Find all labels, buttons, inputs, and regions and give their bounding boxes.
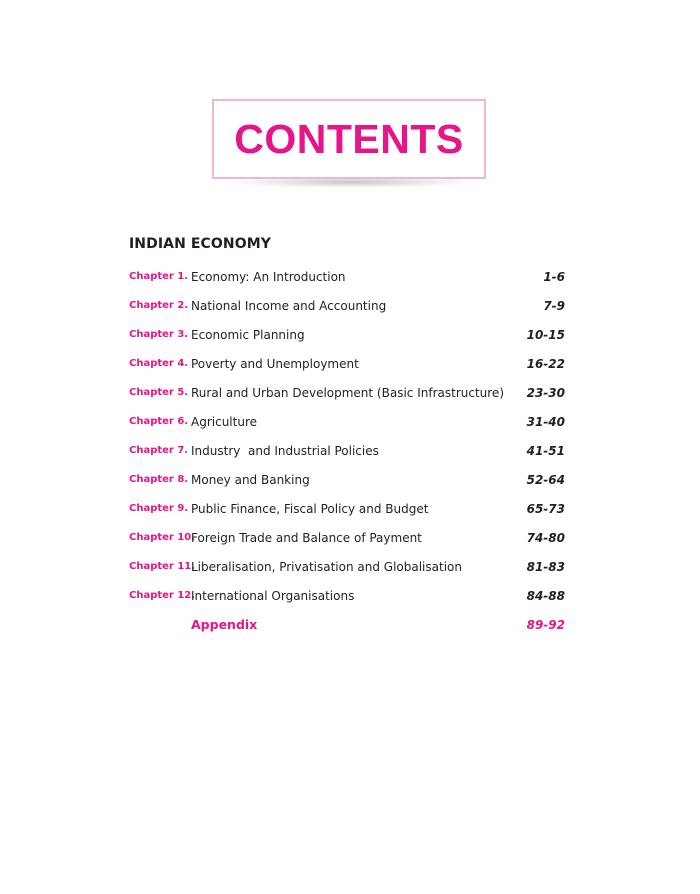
chapter-number: Chapter 5.: [129, 387, 189, 398]
chapter-number: Chapter 6.: [129, 416, 189, 427]
chapter-pages: 74-80: [526, 530, 565, 545]
toc-row-chapter-2[interactable]: [129, 291, 565, 320]
chapter-number: Chapter 1.: [129, 271, 189, 282]
toc-row-chapter-8[interactable]: [129, 465, 565, 494]
chapter-pages: 16-22: [526, 356, 565, 371]
chapter-number: Chapter 3.: [129, 329, 189, 340]
toc-row-chapter-7[interactable]: [129, 436, 565, 465]
contents-title-box: [212, 99, 486, 179]
toc-row-chapter-12[interactable]: [129, 581, 565, 610]
chapter-title: Foreign Trade and Balance of Payment: [191, 530, 422, 545]
appendix-title: Appendix: [191, 617, 258, 632]
appendix-pages: 89-92: [526, 617, 565, 632]
chapter-pages: 1-6: [543, 269, 565, 284]
chapter-title: Liberalisation, Privatisation and Globalisation: [191, 559, 462, 574]
section-heading: INDIAN ECONOMY: [129, 236, 272, 252]
chapter-pages: 23-30: [526, 385, 565, 400]
chapter-number: Chapter 4.: [129, 358, 189, 369]
chapter-pages: 7-9: [543, 298, 565, 313]
toc-row-chapter-4[interactable]: [129, 349, 565, 378]
toc-row-chapter-3[interactable]: [129, 320, 565, 349]
toc-row-chapter-1[interactable]: [129, 262, 565, 291]
toc-row-appendix[interactable]: [129, 610, 565, 639]
chapter-pages: 10-15: [526, 327, 565, 342]
toc-row-chapter-10[interactable]: [129, 523, 565, 552]
chapter-number: Chapter 11.: [129, 561, 196, 572]
chapter-pages: 31-40: [526, 414, 565, 429]
chapter-title: Poverty and Unemployment: [191, 356, 359, 371]
toc-row-chapter-9[interactable]: [129, 494, 565, 523]
chapter-title: Economic Planning: [191, 327, 305, 342]
toc-row-chapter-6[interactable]: [129, 407, 565, 436]
table-of-contents: [129, 262, 565, 639]
chapter-title: Rural and Urban Development (Basic Infrastructure): [191, 385, 504, 400]
chapter-pages: 84-88: [526, 588, 565, 603]
chapter-pages: 41-51: [526, 443, 565, 458]
chapter-title: National Income and Accounting: [191, 298, 387, 313]
chapter-pages: 65-73: [526, 501, 565, 516]
chapter-pages: 81-83: [526, 559, 565, 574]
chapter-title: International Organisations: [191, 588, 355, 603]
toc-row-chapter-11[interactable]: [129, 552, 565, 581]
chapter-number: Chapter 12.: [129, 590, 196, 601]
chapter-number: Chapter 8.: [129, 474, 189, 485]
chapter-title: Agriculture: [191, 414, 257, 429]
chapter-number: Chapter 2.: [129, 300, 189, 311]
chapter-title: Industry and Industrial Policies: [191, 443, 379, 458]
chapter-title: Money and Banking: [191, 472, 310, 487]
page-title: CONTENTS: [234, 115, 464, 162]
chapter-pages: 52-64: [526, 472, 565, 487]
chapter-number: Chapter 10.: [129, 532, 196, 543]
chapter-title: Economy: An Introduction: [191, 269, 346, 284]
chapter-number: Chapter 9.: [129, 503, 189, 514]
toc-row-chapter-5[interactable]: [129, 378, 565, 407]
chapter-number: Chapter 7.: [129, 445, 189, 456]
chapter-title: Public Finance, Fiscal Policy and Budget: [191, 501, 429, 516]
